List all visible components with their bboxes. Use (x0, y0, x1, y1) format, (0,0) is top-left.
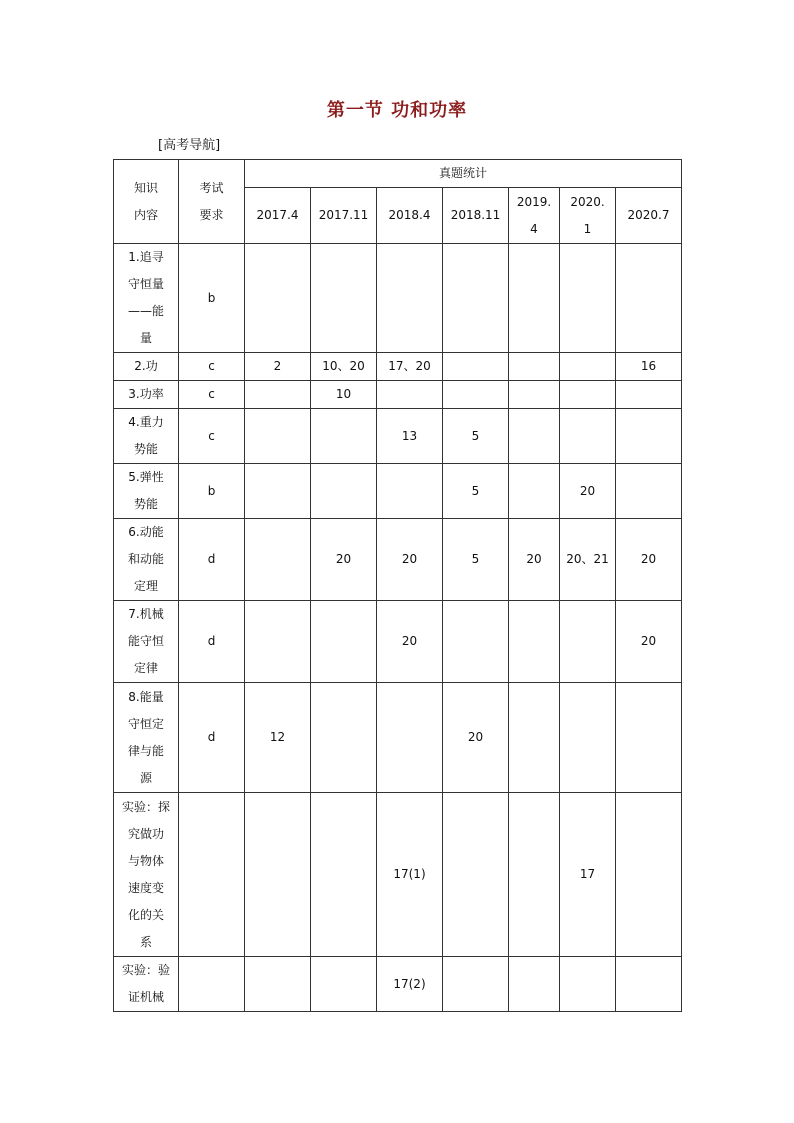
stat-cell (245, 244, 311, 353)
stat-cell: 20 (509, 519, 560, 601)
year-header: 2018.11 (443, 188, 509, 244)
stat-cell (616, 244, 682, 353)
stat-cell: 10 (311, 381, 377, 409)
topic-cell: 1.追寻 守恒量 ——能 量 (114, 244, 179, 353)
stat-cell (509, 409, 560, 464)
stat-cell: 20 (560, 464, 616, 519)
stat-cell (509, 353, 560, 381)
topic-cell: 8.能量 守恒定 律与能 源 (114, 683, 179, 793)
table-row (114, 519, 682, 601)
stat-cell (245, 409, 311, 464)
stat-cell (245, 793, 311, 957)
stat-cell (377, 381, 443, 409)
topic-cell: 实验：探 究做功 与物体 速度变 化的关 系 (114, 793, 179, 957)
stat-cell: 12 (245, 683, 311, 793)
year-header: 2017.4 (245, 188, 311, 244)
stat-cell (311, 409, 377, 464)
requirement-cell: d (179, 683, 245, 793)
table-row (114, 601, 682, 683)
stat-cell (377, 683, 443, 793)
stat-cell (616, 409, 682, 464)
year-header: 2019. 4 (509, 188, 560, 244)
stat-cell (311, 957, 377, 1012)
table-row (114, 957, 682, 1012)
table-row (114, 353, 682, 381)
stat-cell (509, 381, 560, 409)
stat-cell: 10、20 (311, 353, 377, 381)
stat-cell (616, 381, 682, 409)
table-row (114, 409, 682, 464)
year-header: 2020.7 (616, 188, 682, 244)
stat-cell: 20 (311, 519, 377, 601)
stat-cell: 5 (443, 519, 509, 601)
stat-cell (311, 244, 377, 353)
stat-cell: 17、20 (377, 353, 443, 381)
topic-cell: 4.重力 势能 (114, 409, 179, 464)
stat-cell (443, 601, 509, 683)
stat-cell (245, 957, 311, 1012)
stat-cell (509, 601, 560, 683)
page-title: 第一节 功和功率 (326, 100, 468, 121)
stat-cell: 16 (616, 353, 682, 381)
year-header: 2020. 1 (560, 188, 616, 244)
stat-cell (311, 683, 377, 793)
stat-cell (245, 601, 311, 683)
stat-cell (560, 409, 616, 464)
table-row (114, 793, 682, 957)
stat-cell (245, 464, 311, 519)
topic-cell: 6.动能 和动能 定理 (114, 519, 179, 601)
stat-cell (245, 519, 311, 601)
stat-cell (377, 464, 443, 519)
stat-cell: 17(1) (377, 793, 443, 957)
stat-cell (311, 601, 377, 683)
requirement-cell: b (179, 464, 245, 519)
stat-cell (443, 381, 509, 409)
stat-cell (616, 464, 682, 519)
stat-cell: 20、21 (560, 519, 616, 601)
table-row (114, 381, 682, 409)
stat-cell (311, 793, 377, 957)
table-row (114, 464, 682, 519)
stat-cell (509, 957, 560, 1012)
stat-cell (311, 464, 377, 519)
stat-cell (616, 957, 682, 1012)
topic-cell: 5.弹性 势能 (114, 464, 179, 519)
year-header: 2018.4 (377, 188, 443, 244)
table-row (114, 683, 682, 793)
stat-cell (560, 353, 616, 381)
stat-cell: 17(2) (377, 957, 443, 1012)
topic-cell: 3.功率 (114, 381, 179, 409)
stat-cell (616, 683, 682, 793)
requirement-cell: c (179, 353, 245, 381)
stat-cell (443, 244, 509, 353)
stat-cell (443, 353, 509, 381)
stat-cell (560, 957, 616, 1012)
stat-cell: 20 (443, 683, 509, 793)
table-row (114, 244, 682, 353)
stat-cell (560, 381, 616, 409)
stat-cell (443, 793, 509, 957)
stat-cell (509, 793, 560, 957)
stat-cell (245, 381, 311, 409)
topic-cell: 7.机械 能守恒 定律 (114, 601, 179, 683)
section-label: [高考导航] (158, 138, 221, 153)
stat-cell (377, 244, 443, 353)
stat-cell (509, 683, 560, 793)
header-stats: 真题统计 (245, 160, 682, 188)
topic-cell: 2.功 (114, 353, 179, 381)
stat-cell: 13 (377, 409, 443, 464)
requirement-cell: b (179, 244, 245, 353)
stat-cell (616, 793, 682, 957)
stat-cell: 5 (443, 409, 509, 464)
requirement-cell: c (179, 409, 245, 464)
stat-cell (509, 244, 560, 353)
header-requirement: 考试 要求 (179, 160, 245, 244)
requirement-cell (179, 957, 245, 1012)
stat-cell (560, 601, 616, 683)
header-knowledge: 知识 内容 (114, 160, 179, 244)
stat-cell: 2 (245, 353, 311, 381)
stat-cell (509, 464, 560, 519)
requirement-cell: c (179, 381, 245, 409)
stat-cell (560, 244, 616, 353)
requirement-cell: d (179, 519, 245, 601)
stat-cell: 20 (377, 519, 443, 601)
topic-cell: 实验：验 证机械 (114, 957, 179, 1012)
stat-cell: 20 (616, 601, 682, 683)
stat-cell (443, 957, 509, 1012)
stat-cell: 5 (443, 464, 509, 519)
stat-cell: 20 (616, 519, 682, 601)
stat-cell (560, 683, 616, 793)
exam-stats-table (113, 159, 682, 1012)
stat-cell: 20 (377, 601, 443, 683)
requirement-cell (179, 793, 245, 957)
year-header: 2017.11 (311, 188, 377, 244)
stat-cell: 17 (560, 793, 616, 957)
requirement-cell: d (179, 601, 245, 683)
